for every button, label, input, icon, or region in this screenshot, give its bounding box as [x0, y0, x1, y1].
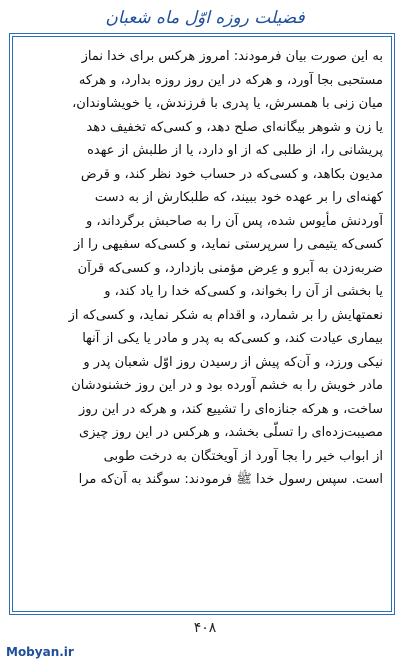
body-text: [21, 45, 383, 492]
text-line: از ابواب خیر را بجا آورد از آویختگان به درخت طوبی: [103, 448, 383, 464]
text-line: کهنه‌ای را بر عهده خود ببیند، که طلبکارش از به دست: [94, 190, 383, 205]
watermark-link[interactable]: Mobyan.ir: [6, 645, 74, 659]
text-frame: [9, 33, 395, 615]
text-line: مادر خویش را به خشم آورده بود و در این روز خشنودشان: [71, 378, 383, 393]
text-line: کسی‌که یتیمی را سرپرستی نماید، و کسی‌که سفیهی را از: [74, 237, 383, 252]
text-line: یا زن و شوهر بیگانه‌ای صلح دهد، و کسی‌که تخفیف دهد: [86, 119, 383, 135]
text-line: مستحبی بجا آورد، و هرکه در این روز روزه بدارد، و هرکه: [78, 72, 383, 88]
text-line: نعمتهایش را بر شمارد، و اقدام به شکر نماید، و کسی‌که از: [68, 307, 383, 323]
text-line: پریشانی را، از طلبی که از او دارد، یا از طلبش از عهده: [87, 143, 383, 158]
text-line: بیماری عیادت کند، و کسی‌که به پدر و مادر یا یکی از آنها: [82, 331, 383, 346]
text-line: یا بخشی از آن را بخواند، و کسی‌که خدا را یاد کند، و: [104, 284, 383, 299]
text-line: است. سپس رسول خدا ﷺ فرمودند: سوگند به آن‌که مرا: [78, 472, 383, 487]
text-line: ساخت، و هرکه جنازه‌ای را تشییع کند، و هرکه در این روز: [78, 401, 383, 417]
text-line: ضربه‌زدن به آبرو و عِرض مؤمنی بازدارد، و کسی‌که قرآن: [77, 260, 383, 276]
text-line: نیکی ورزد، و آن‌که پیش از رسیدن روز اوّل شعبان پدر و: [83, 354, 383, 370]
text-line: میان زنی با همسرش، یا پدری با فرزندش، یا خویشاوندان،: [72, 96, 383, 111]
text-line: آوردنش مأیوس شده، پس آن را به صاحبش برگرداند، و: [85, 213, 383, 229]
text-line: مصیبت‌زده‌ای را تسلّی بخشد، و هرکس در این روز چیزی: [79, 425, 383, 440]
text-line: به این صورت بیان فرمودند: امروز هرکس برای خدا نماز: [81, 49, 383, 64]
page-number: ۴۰۸: [193, 620, 217, 636]
page-header-title: فضیلت روزه اوّل ماه شعبان: [105, 8, 305, 28]
text-line: مدیون بکاهد، و کسی‌که در حساب خود نظر کند، و قرض: [80, 166, 383, 182]
